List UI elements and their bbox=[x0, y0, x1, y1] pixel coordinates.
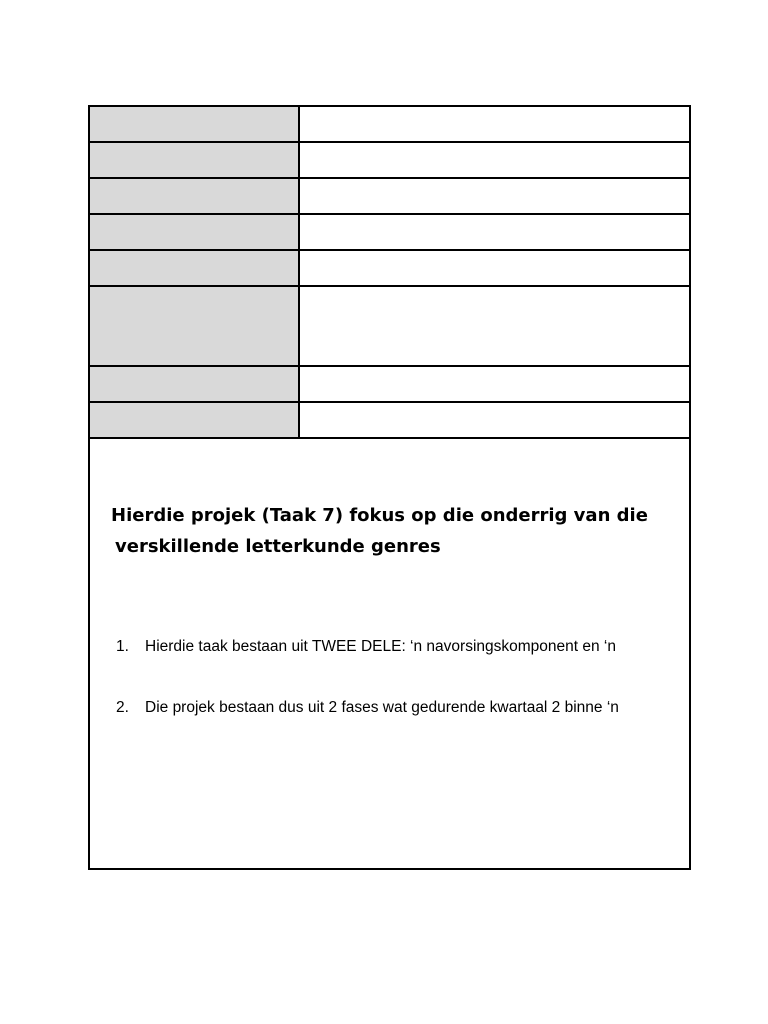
list-item bbox=[116, 637, 686, 657]
list-item-text: Die projek bestaan dus uit 2 fases wat gedurende kwartaal 2 binne ‘n bbox=[145, 699, 619, 716]
intro-heading bbox=[111, 500, 671, 562]
table-row bbox=[90, 402, 689, 438]
table-row bbox=[90, 107, 689, 142]
value-cell bbox=[299, 107, 689, 142]
value-cell bbox=[299, 366, 689, 402]
label-cell bbox=[90, 286, 299, 366]
label-cell bbox=[90, 142, 299, 178]
table-row bbox=[90, 286, 689, 366]
value-cell bbox=[299, 178, 689, 214]
cover-form bbox=[88, 105, 691, 870]
label-cell bbox=[90, 402, 299, 438]
value-cell bbox=[299, 214, 689, 250]
label-cell bbox=[90, 214, 299, 250]
intro-line-1: Hierdie projek (Taak 7) fokus op die onderrig van die bbox=[111, 505, 648, 526]
value-cell bbox=[299, 250, 689, 286]
label-cell bbox=[90, 178, 299, 214]
table-row bbox=[90, 250, 689, 286]
table-row bbox=[90, 366, 689, 402]
list-number: 2. bbox=[116, 699, 129, 716]
table-row bbox=[90, 178, 689, 214]
label-cell bbox=[90, 250, 299, 286]
list-item bbox=[116, 698, 686, 718]
value-cell bbox=[299, 142, 689, 178]
table-row bbox=[90, 142, 689, 178]
label-cell bbox=[90, 107, 299, 142]
details-table bbox=[90, 107, 689, 439]
value-cell bbox=[299, 402, 689, 438]
list-item-text: Hierdie taak bestaan uit TWEE DELE: ‘n navorsingskomponent en ‘n bbox=[145, 638, 616, 655]
label-cell bbox=[90, 366, 299, 402]
list-number: 1. bbox=[116, 638, 129, 655]
intro-line-2: verskillende letterkunde genres bbox=[115, 536, 441, 557]
value-cell bbox=[299, 286, 689, 366]
task-list bbox=[116, 637, 686, 718]
table-row bbox=[90, 214, 689, 250]
